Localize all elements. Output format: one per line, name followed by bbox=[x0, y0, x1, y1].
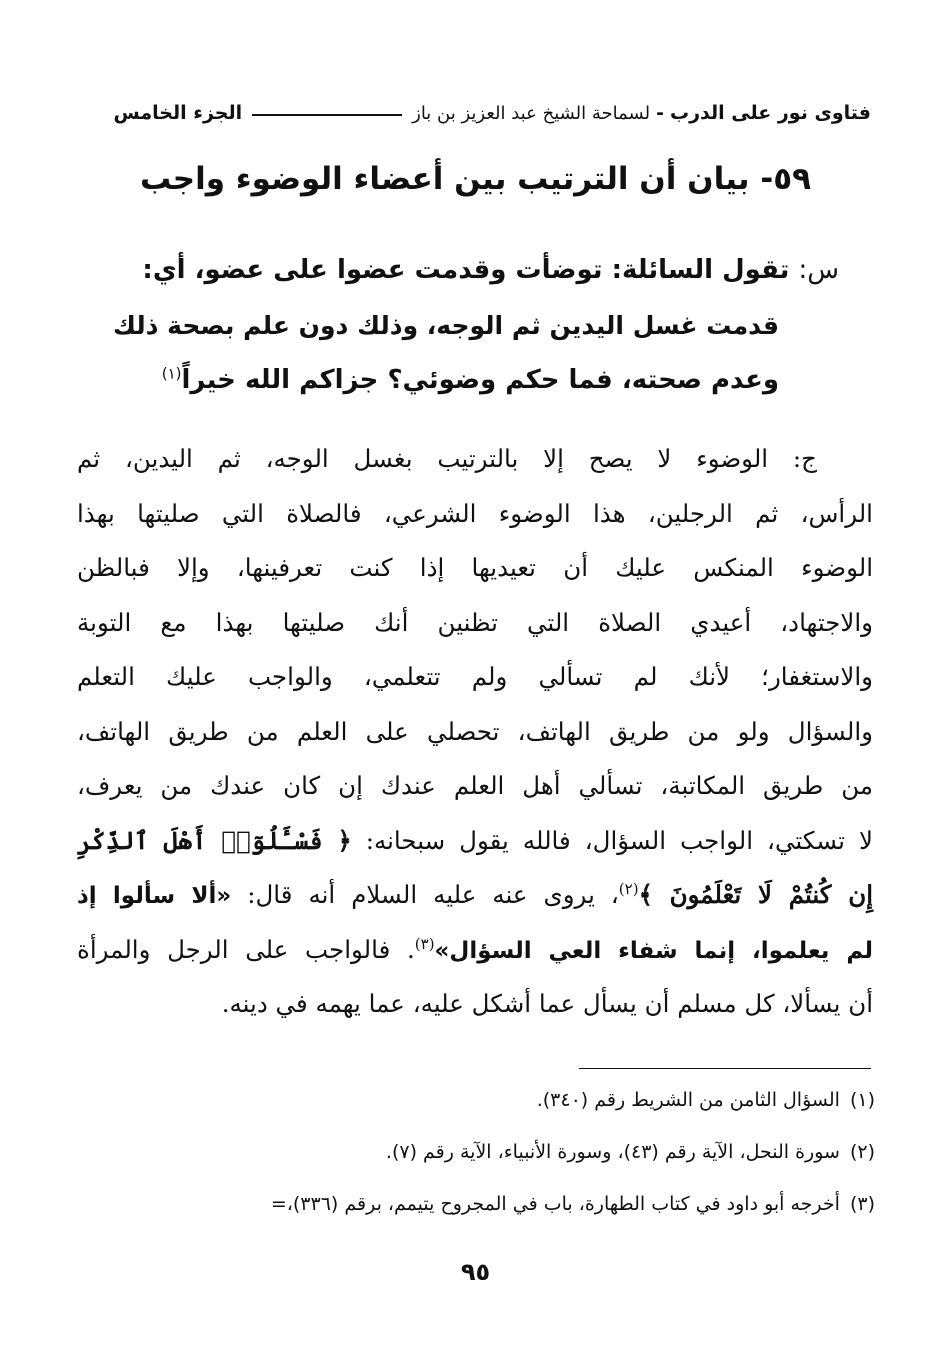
footnote-text: سورة النحل، الآية رقم (٤٣)، وسورة الأنبياء، الآية رقم (٧). bbox=[385, 1141, 840, 1163]
question-line-3 bbox=[109, 353, 839, 408]
answer-text-10: . فالواجب على الرجل والمرأة bbox=[77, 934, 415, 964]
question-text-3: وعدم صحته، فما حكم وضوئي؟ جزاكم الله خيراً bbox=[181, 365, 779, 395]
question-text-1: تقول السائلة: توضأت وقدمت عضوا على عضو، أي: bbox=[142, 255, 790, 285]
answer-text-8: لا تسكتي، الواجب السؤال، فالله يقول سبحانه: bbox=[365, 825, 873, 855]
answer-block bbox=[77, 432, 873, 1032]
answer-line-4: والاجتهاد، أعيدي الصلاة التي تظنين أنك صليتها بهذا مع التوبة bbox=[77, 607, 873, 637]
footnote-text: أخرجه أبو داود في كتاب الطهارة، باب في المجروح يتيمم، برقم (٣٣٦)،= bbox=[270, 1193, 840, 1215]
answer-line-7: من طريق المكاتبة، تسألي أهل العلم عندك إن كان عندك من يعرف، bbox=[77, 771, 873, 800]
footnotes bbox=[75, 1074, 875, 1230]
question-label: س: bbox=[798, 255, 839, 285]
answer-line-5: والاستغفار؛ لأنك لم تسألي ولم تتعلمي، والواجب عليك التعلم bbox=[77, 662, 873, 691]
footnote-text: السؤال الثامن من الشريط رقم (٣٤٠). bbox=[536, 1089, 840, 1111]
question-line-1 bbox=[109, 243, 839, 298]
footnote-1 bbox=[75, 1074, 875, 1126]
chapter-title: ٥٩- بيان أن الترتيب بين أعضاء الوضوء واجب bbox=[139, 161, 812, 197]
footnote-ref-3[interactable]: (٣) bbox=[414, 934, 435, 953]
footnote-ref-2[interactable]: (٢) bbox=[618, 879, 639, 898]
answer-line-1: ج: الوضوء لا يصح إلا بالترتيب بغسل الوجه، ثم اليدين، ثم bbox=[77, 444, 817, 473]
hadith-quote-start: «ألا سألوا إذ bbox=[77, 883, 232, 909]
header-author: لسماحة الشيخ عبد العزيز بن باز bbox=[412, 102, 651, 124]
answer-text-9: ، يروى عنه عليه السلام أنه قال: bbox=[247, 880, 619, 909]
answer-line-3: الوضوء المنكس عليك أن تعيديها إذا كنت تعرفينها، وإلا فبالظن bbox=[77, 553, 873, 582]
footnote-2 bbox=[75, 1126, 875, 1178]
answer-line-6: والسؤال ولو من طريق الهاتف، تحصلي على العلم من طريق الهاتف، bbox=[77, 716, 873, 746]
question-block bbox=[109, 243, 839, 408]
page-number: ٩٥ bbox=[460, 1258, 491, 1286]
quran-verse-end: إِن كُنتُمْ لَا تَعْلَمُونَ ﴾ bbox=[638, 880, 873, 909]
answer-line-10 bbox=[77, 923, 873, 978]
header-series-title: فتاوى نور على الدرب bbox=[670, 102, 871, 124]
answer-line-2: الرأس، ثم الرجلين، هذا الوضوء الشرعي، فالصلاة التي صليتها بهذا bbox=[77, 498, 873, 528]
footnote-rule bbox=[579, 1068, 871, 1069]
footnote-ref-1[interactable]: (١) bbox=[161, 364, 182, 383]
header-volume: الجزء الخامس bbox=[113, 102, 243, 124]
header-rule bbox=[252, 114, 402, 116]
footnote-number: (١) bbox=[849, 1089, 875, 1111]
footnote-number: (٢) bbox=[849, 1141, 875, 1163]
running-header bbox=[80, 96, 871, 130]
footnote-number: (٣) bbox=[849, 1193, 875, 1215]
header-separator: - bbox=[656, 102, 664, 124]
hadith-quote-end: لم يعلموا، إنما شفاء العي السؤال» bbox=[434, 937, 873, 964]
question-line-2: قدمت غسل اليدين ثم الوجه، وذلك دون علم بصحة ذلك bbox=[112, 311, 779, 340]
answer-line-8 bbox=[77, 814, 873, 869]
answer-line-9 bbox=[77, 868, 873, 923]
answer-line-11: أن يسألا، كل مسلم أن يسأل عما أشكل عليه، عما يهمه في دينه. bbox=[221, 989, 873, 1018]
footnote-3 bbox=[75, 1178, 875, 1230]
quran-verse-start: ﴿ فَسْـَٔلُوٓا۟ أَهْلَ ٱلذِّكْرِ bbox=[77, 825, 352, 855]
